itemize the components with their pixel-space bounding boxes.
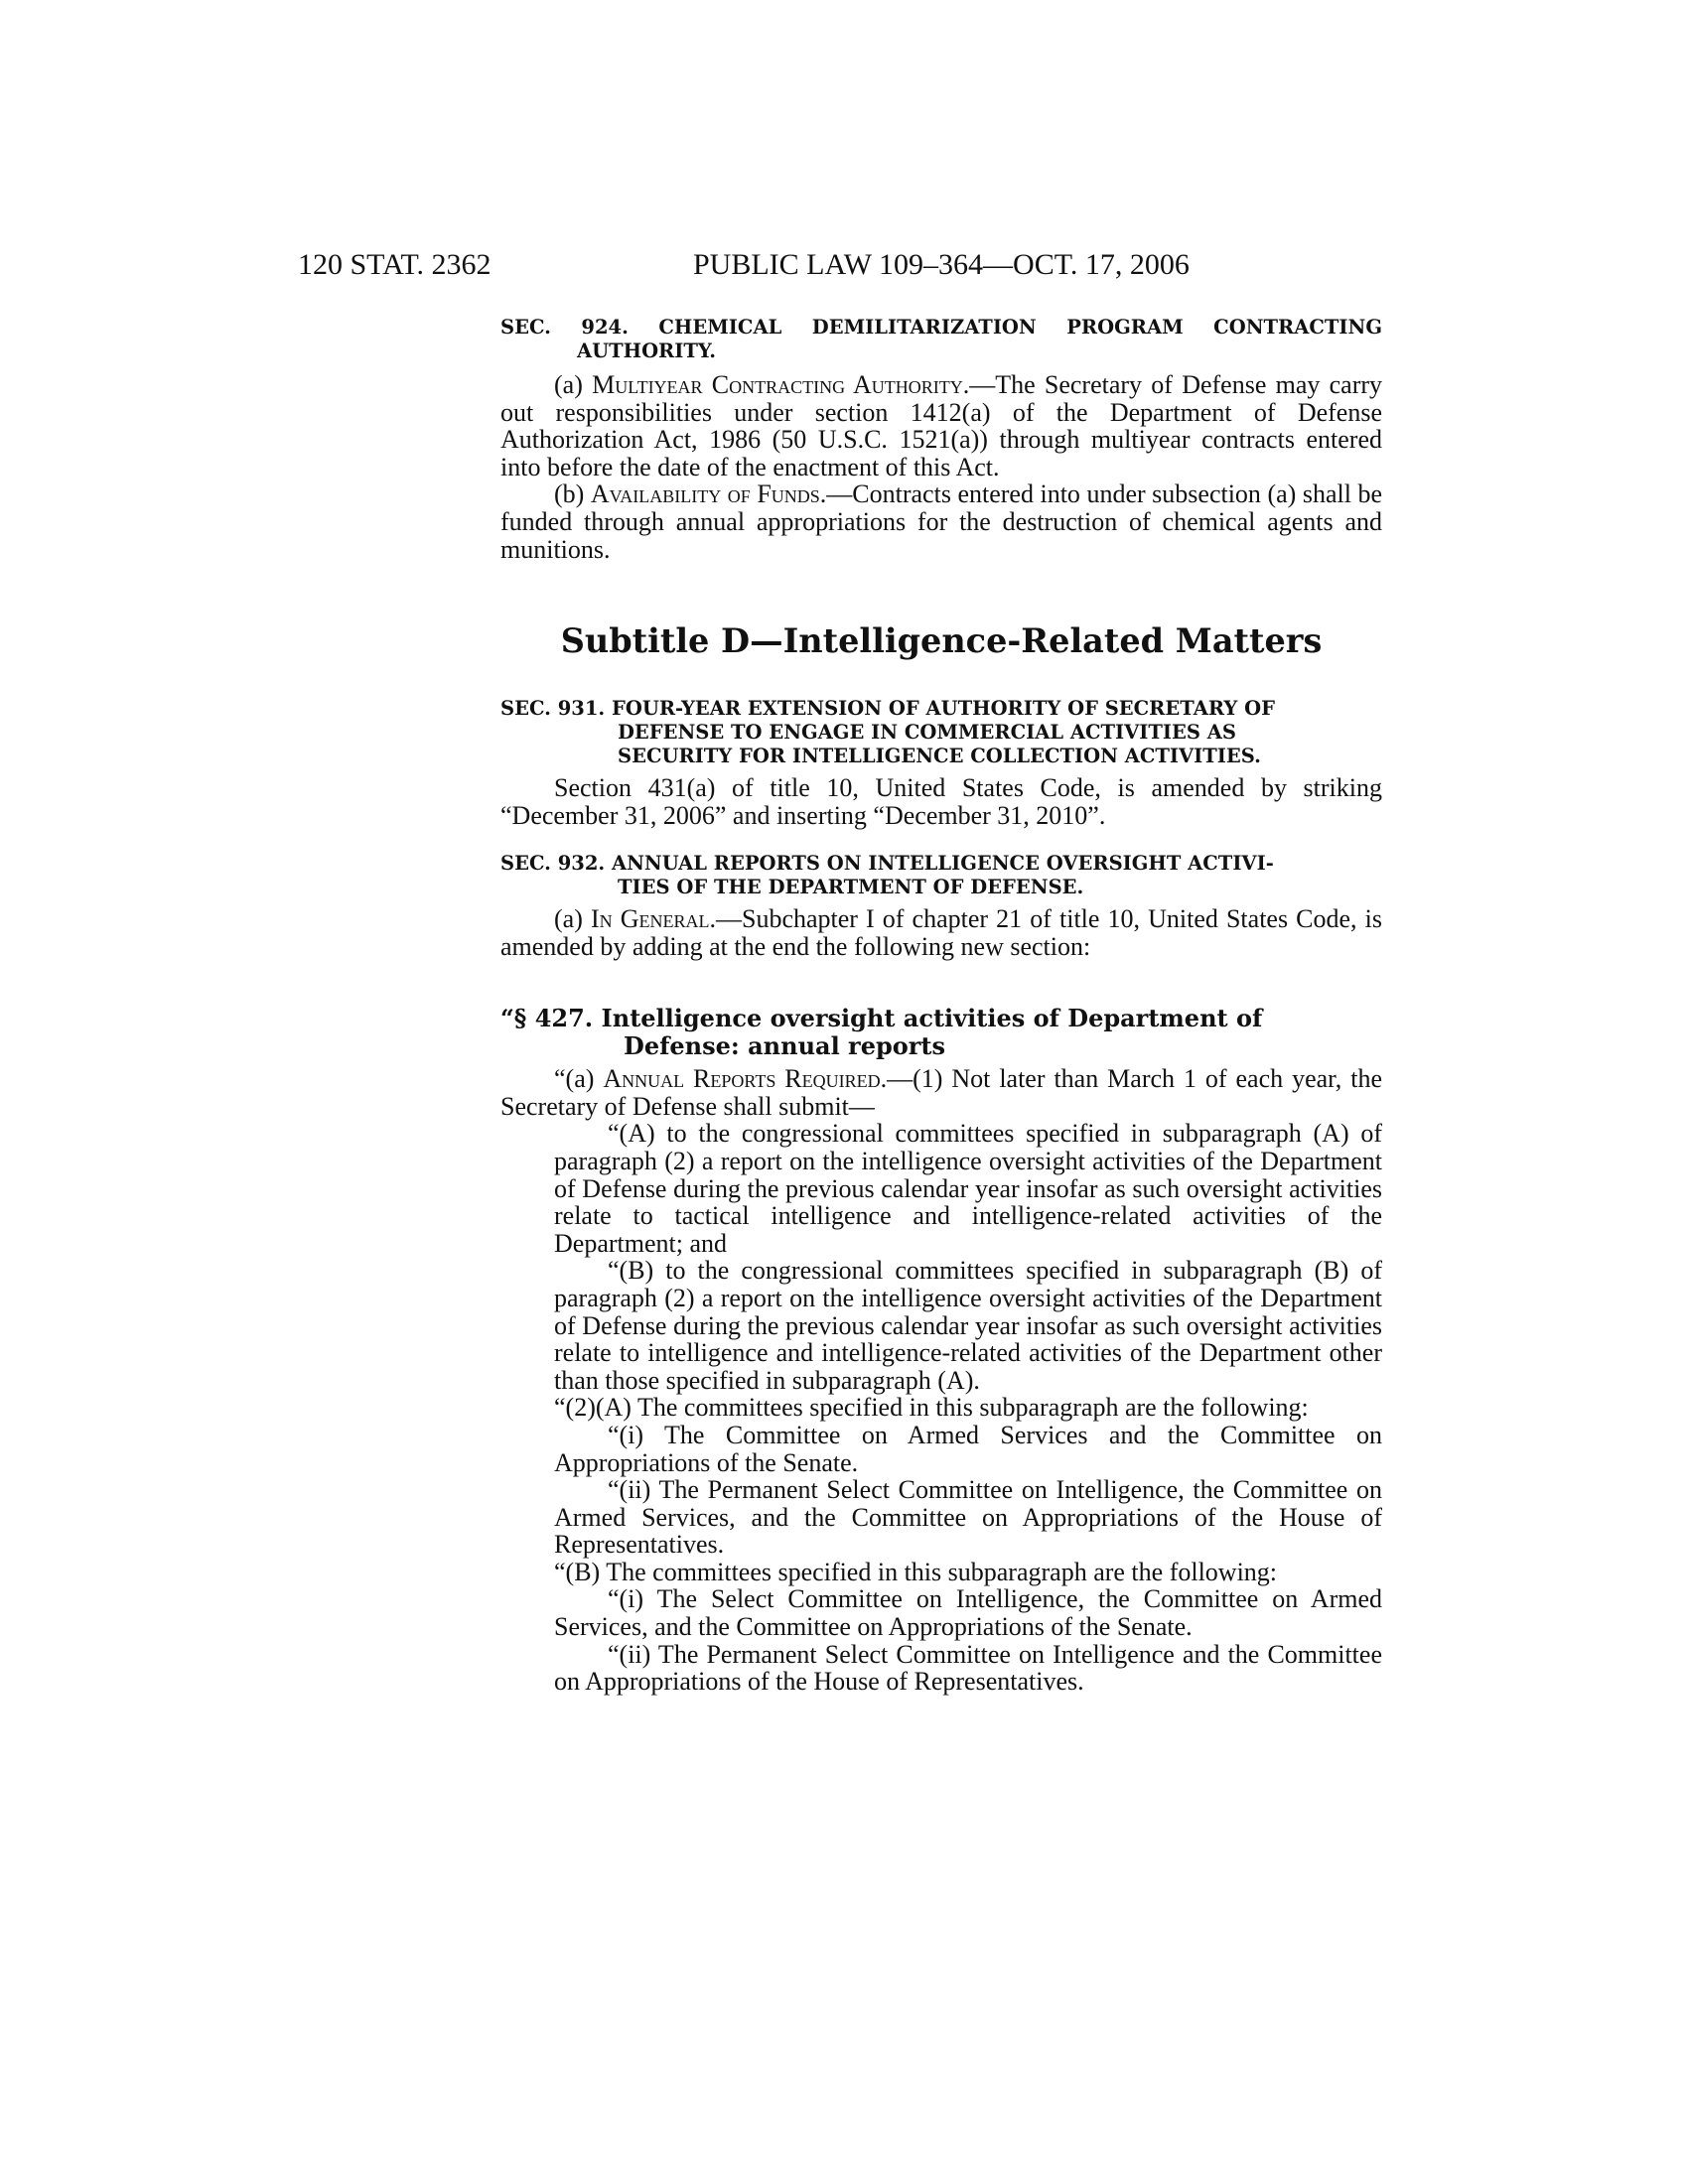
- section-924-heading: SEC. 924. CHEMICAL DEMILITARIZATION PROGRAM CONTRACTING AUTHORITY.: [500, 316, 1382, 362]
- section-931-heading: SEC. 931. FOUR-YEAR EXTENSION OF AUTHORITY OF SECRETARY OF DEFENSE TO ENGAGE IN COMMERCIAL ACTIVITIES AS SECURITY FOR INTELLIGENCE COLLECTION ACTIVITIES.: [500, 697, 1275, 767]
- clause-2B-ii: “(ii) The Permanent Select Committee on Intelligence and the Committee on Appropriations of the House of Representatives.: [554, 1639, 1382, 1697]
- section-932: [500, 852, 1382, 960]
- section-932-subsection-a: (a) In General.—Subchapter I of chapter 21 of title 10, United States Code, is amended by adding at the end the following new section:: [500, 904, 1382, 961]
- section-924: [500, 316, 1382, 563]
- clause-2A-ii: “(ii) The Permanent Select Committee on Intelligence, the Committee on Armed Services, and the Committee on Appropriations of the House of Representatives.: [554, 1475, 1382, 1560]
- clause-2B-i: “(i) The Select Committee on Intelligence, the Committee on Armed Services, and the Committee on Appropriations of the Senate.: [554, 1584, 1382, 1642]
- paragraph-2A: “(2)(A) The committees specified in this subparagraph are the following:: [554, 1393, 1309, 1423]
- paragraph-2B: “(B) The committees specified in this subparagraph are the following:: [554, 1557, 1278, 1586]
- subsection-caption: Availability of Funds: [590, 479, 820, 509]
- subsection-caption: Annual Reports Required: [603, 1064, 881, 1094]
- section-924-subsection-b: (b) Availability of Funds.—Contracts entered into under subsection (a) shall be funded through annual appropriations for the destruction of chemical agents and munitions.: [500, 479, 1382, 564]
- page-header: [298, 248, 1390, 288]
- section-924-subsection-a: (a) Multiyear Contracting Authority.—The Secretary of Defense may carry out responsibilities under section 1412(a) of the Department of Defense Authorization Act, 1986 (50 U.S.C. 1521(a)) through multiyear contracts entered into before the date of the enactment of this Act.: [500, 370, 1383, 481]
- subsection-caption: Multiyear Contracting Authority: [592, 370, 963, 399]
- section-931: [500, 697, 1382, 829]
- subtitle-heading: Subtitle D—Intelligence-Related Matters: [560, 621, 1323, 660]
- clause-2A-i: “(i) The Committee on Armed Services and the Committee on Appropriations of the Senate.: [554, 1420, 1382, 1477]
- subparagraph-A: “(A) to the congressional committees specified in subparagraph (A) of paragraph (2) a report on the intelligence oversight activities of the Department of Defense during the previous calendar year insofar as such oversight activities relate to tactical intelligence and intelligence-related activities of the Department; and: [554, 1119, 1382, 1258]
- section-427: [500, 1005, 1382, 1696]
- statute-page-number: 120 STAT. 2362: [298, 248, 492, 281]
- section-932-heading: SEC. 932. ANNUAL REPORTS ON INTELLIGENCE OVERSIGHT ACTIVI- TIES OF THE DEPARTMENT OF DEFENSE.: [500, 852, 1274, 898]
- public-law-citation: PUBLIC LAW 109–364—OCT. 17, 2006: [693, 248, 1190, 281]
- section-931-text: Section 431(a) of title 10, United States Code, is amended by striking “December 31, 2006” and inserting “December 31, 2010”.: [500, 773, 1382, 830]
- subsection-caption: In General: [590, 904, 710, 933]
- section-427-heading: “§ 427. Intelligence oversight activities of Department of Defense: annual reports: [500, 1004, 1263, 1060]
- section-427-subsection-a: “(a) Annual Reports Required.—(1) Not later than March 1 of each year, the Secretary of Defense shall submit—: [500, 1064, 1382, 1121]
- subparagraph-B: “(B) to the congressional committees specified in subparagraph (B) of paragraph (2) a report on the intelligence oversight activities of the Department of Defense during the previous calendar year insofar as such oversight activities relate to intelligence and intelligence-related activities of the Department other than those specified in subparagraph (A).: [554, 1256, 1382, 1395]
